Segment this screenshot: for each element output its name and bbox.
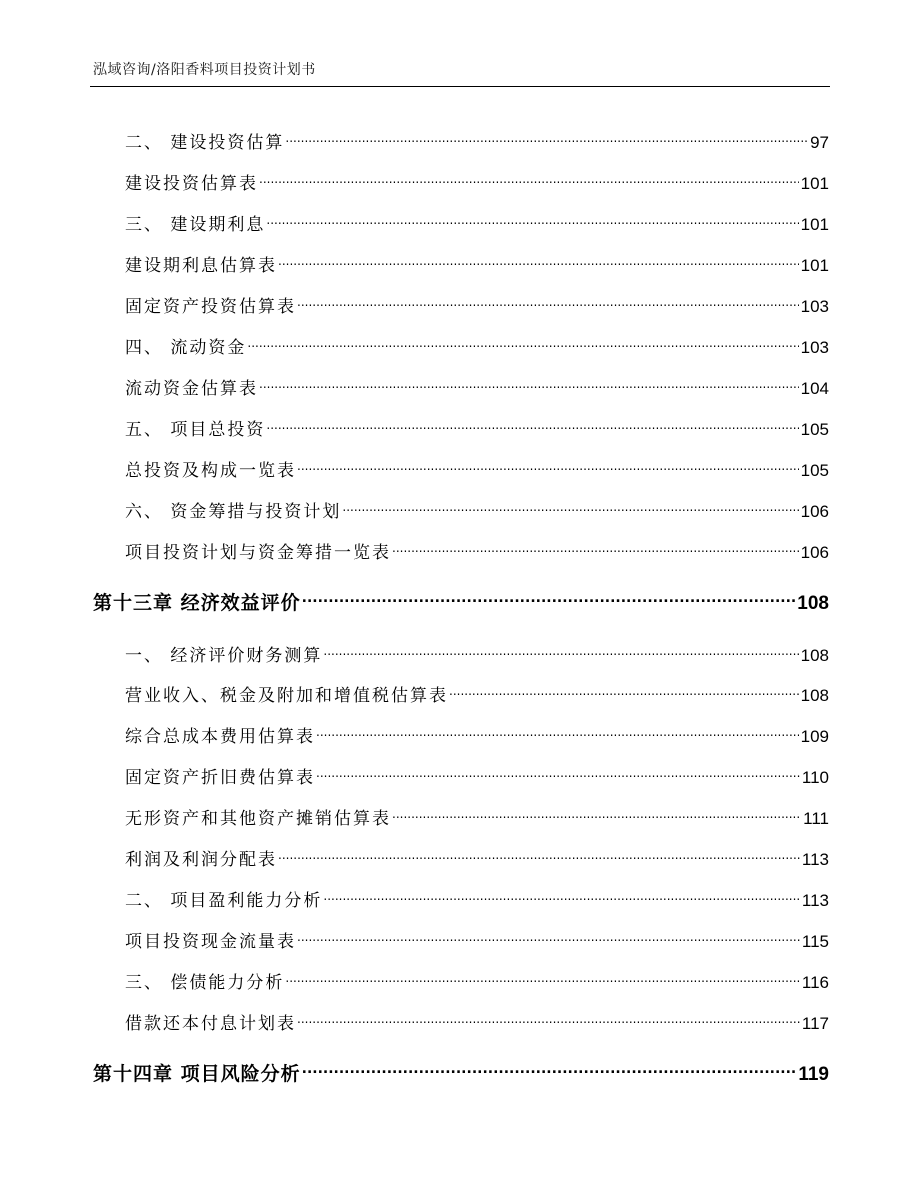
toc-chapter-label: 第十三章 经济效益评价 xyxy=(93,592,301,614)
toc-dot-leader xyxy=(449,675,799,701)
toc-entry-label: 综合总成本费用估算表 xyxy=(125,727,315,747)
toc-entry[interactable] xyxy=(125,327,829,358)
toc-dot-leader xyxy=(278,839,800,865)
toc-entry[interactable] xyxy=(125,286,829,317)
toc-dot-leader xyxy=(297,286,799,312)
toc-entry[interactable] xyxy=(125,798,829,829)
toc-entry-label: 固定资产投资估算表 xyxy=(125,297,296,317)
toc-entry-label: 利润及利润分配表 xyxy=(125,850,277,870)
toc-dot-leader xyxy=(297,921,800,947)
toc-entry-label: 项目投资现金流量表 xyxy=(125,932,296,952)
toc-entry-page: 113 xyxy=(801,850,829,869)
toc-chapter-page: 119 xyxy=(798,1064,829,1085)
toc-entry[interactable] xyxy=(125,204,829,235)
running-header: 泓域咨询/洛阳香料项目投资计划书 xyxy=(93,62,316,78)
toc-entry-page: 101 xyxy=(800,256,829,275)
toc-entry-page: 97 xyxy=(810,133,829,152)
toc-entry[interactable] xyxy=(125,368,829,399)
toc-entry-page: 109 xyxy=(800,727,829,746)
toc-entry[interactable] xyxy=(125,450,829,481)
toc-entry[interactable] xyxy=(125,122,829,153)
toc-entry-label: 五、 项目总投资 xyxy=(125,420,266,440)
toc-chapter-label: 第十四章 项目风险分析 xyxy=(93,1063,301,1085)
toc-entry[interactable] xyxy=(125,532,829,563)
toc-entry-label: 流动资金估算表 xyxy=(125,379,258,399)
toc-entry-page: 105 xyxy=(800,461,829,480)
toc-dot-leader xyxy=(259,163,799,189)
toc-entry-label: 三、 偿债能力分析 xyxy=(125,973,285,993)
toc-entry-page: 108 xyxy=(800,686,829,705)
toc-entry-label: 六、 资金筹措与投资计划 xyxy=(125,502,342,522)
toc-entry-label: 项目投资计划与资金筹措一览表 xyxy=(125,543,391,563)
toc-entry-page: 116 xyxy=(801,973,829,992)
toc-dot-leader xyxy=(297,1003,800,1029)
toc-entry-label: 营业收入、税金及附加和增值税估算表 xyxy=(125,686,448,706)
toc-chapter-entry[interactable] xyxy=(93,1054,829,1085)
toc-entry-label: 借款还本付息计划表 xyxy=(125,1014,296,1034)
toc-entry-label: 总投资及构成一览表 xyxy=(125,461,296,481)
toc-entry-page: 103 xyxy=(800,297,829,316)
toc-entry-page: 106 xyxy=(800,502,829,521)
toc-entry[interactable] xyxy=(125,491,829,522)
toc-dot-leader xyxy=(316,716,799,742)
toc-entry-page: 101 xyxy=(800,174,829,193)
toc-entry-label: 无形资产和其他资产摊销估算表 xyxy=(125,809,391,829)
toc-dot-leader xyxy=(278,245,799,271)
toc-dot-leader xyxy=(285,122,808,148)
toc-chapter-page: 108 xyxy=(797,593,829,614)
toc-entry-label: 二、 项目盈利能力分析 xyxy=(125,891,323,911)
toc-chapter-entry[interactable] xyxy=(93,583,829,614)
toc-entry-label: 二、 建设投资估算 xyxy=(125,133,285,153)
toc-dot-leader xyxy=(266,409,798,435)
toc-dot-leader xyxy=(259,368,799,394)
toc-entry[interactable] xyxy=(125,880,829,911)
toc-entry-page: 110 xyxy=(801,768,829,787)
toc-entry-label: 三、 建设期利息 xyxy=(125,215,266,235)
toc-entry[interactable] xyxy=(125,163,829,194)
toc-dot-leader xyxy=(316,757,800,783)
toc-entry[interactable] xyxy=(125,962,829,993)
toc-entry-label: 一、 经济评价财务测算 xyxy=(125,646,323,666)
toc-dot-leader xyxy=(302,583,796,609)
toc-dot-leader xyxy=(297,450,799,476)
toc-entry-page: 111 xyxy=(803,809,829,828)
toc-entry[interactable] xyxy=(125,921,829,952)
toc-entry[interactable] xyxy=(125,635,829,666)
toc-dot-leader xyxy=(323,635,798,661)
toc-dot-leader xyxy=(392,798,801,824)
toc-dot-leader xyxy=(247,327,798,353)
toc-entry-page: 101 xyxy=(800,215,829,234)
toc-entry[interactable] xyxy=(125,1003,829,1034)
toc-entry-page: 104 xyxy=(800,379,829,398)
toc-entry-page: 106 xyxy=(800,543,829,562)
toc-dot-leader xyxy=(266,204,798,230)
toc-dot-leader xyxy=(342,491,798,517)
toc-entry[interactable] xyxy=(125,675,829,706)
toc-entry-page: 115 xyxy=(801,932,829,951)
toc-entry-label: 四、 流动资金 xyxy=(125,338,247,358)
toc-entry[interactable] xyxy=(125,245,829,276)
toc-entry[interactable] xyxy=(125,757,829,788)
header-divider xyxy=(90,86,830,87)
toc-entry-page: 103 xyxy=(800,338,829,357)
toc-entry-page: 108 xyxy=(800,646,829,665)
toc-entry-page: 117 xyxy=(801,1014,829,1033)
toc-entry-label: 建设投资估算表 xyxy=(125,174,258,194)
toc-entry-label: 固定资产折旧费估算表 xyxy=(125,768,315,788)
toc-dot-leader xyxy=(302,1054,797,1080)
toc-entry[interactable] xyxy=(125,716,829,747)
toc-entry[interactable] xyxy=(125,409,829,440)
toc-entry-page: 105 xyxy=(800,420,829,439)
toc-dot-leader xyxy=(285,962,799,988)
toc-entry-label: 建设期利息估算表 xyxy=(125,256,277,276)
toc-dot-leader xyxy=(392,532,799,558)
toc-entry[interactable] xyxy=(125,839,829,870)
toc-dot-leader xyxy=(323,880,799,906)
toc-entry-page: 113 xyxy=(801,891,829,910)
